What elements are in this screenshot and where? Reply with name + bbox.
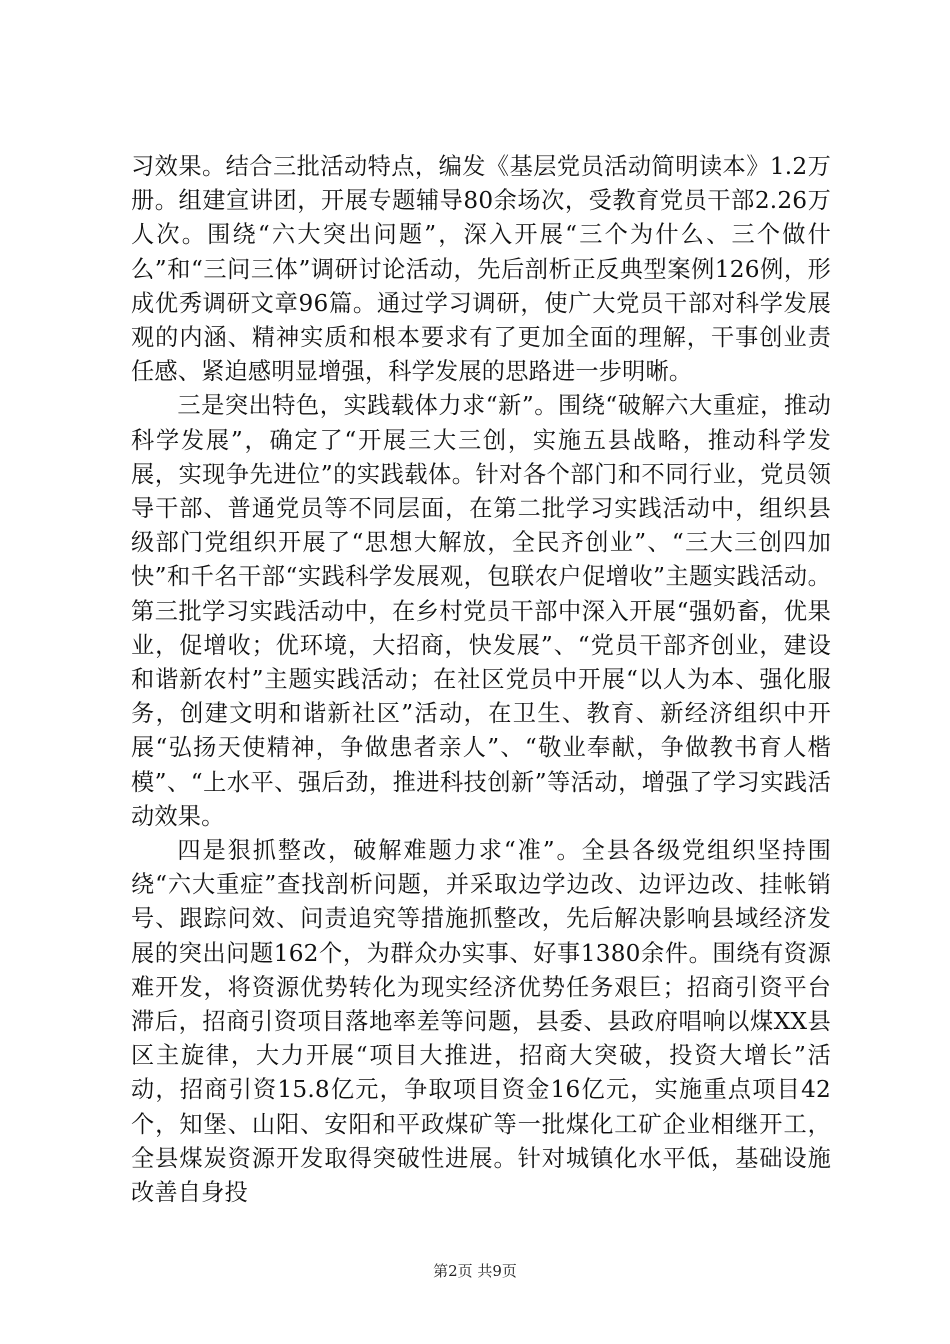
page-number-label: 第2页 共9页 <box>433 1262 517 1280</box>
paragraph-3: 四是狠抓整改，破解难题力求“准”。全县各级党组织坚持围绕“六大重症”查找剖析问题，并采取边学边改、边评边改、挂帐销号、跟踪问效、问责追究等措施抓整改，先后解决影响县域经济发展的突出问题162个，为群众办实事、好事1380余件。围绕有资源难开发，将资源优势转化为现实经济优势任务艰巨；招商引资平台滞后，招商引资项目落地率差等问题，县委、县政府唱响以煤XX县区主旋律，大力开展“项目大推进，招商大突破，投资大增长”活动，招商引资15.8亿元，争取项目资金16亿元，实施重点项目42个，知堡、山阳、安阳和平政煤矿等一批煤化工矿企业相继开工，全县煤炭资源开发取得突破性进展。针对城镇化水平低，基础设施改善自身投 <box>131 837 831 1207</box>
page-footer <box>0 1261 950 1281</box>
paragraph-1: 习效果。结合三批活动特点，编发《基层党员活动简明读本》1.2万册。组建宣讲团，开展专题辅导80余场次，受教育党员干部2.26万人次。围绕“六大突出问题”，深入开展“三个为什么、三个做什么”和“三问三体”调研讨论活动，先后剖析正反典型案例126例，形成优秀调研文章96篇。通过学习调研，使广大党员干部对科学发展观的内涵、精神实质和根本要求有了更加全面的理解，干事创业责任感、紧迫感明显增强，科学发展的思路进一步明晰。 <box>131 153 831 386</box>
document-body <box>131 150 831 1210</box>
paragraph-2: 三是突出特色，实践载体力求“新”。围绕“破解六大重症，推动科学发展”，确定了“开展三大三创，实施五县战略，推动科学发展，实现争先进位”的实践载体。针对各个部门和不同行业，党员领导干部、普通党员等不同层面，在第二批学习实践活动中，组织县级部门党组织开展了“思想大解放，全民齐创业”、“三大三创四加快”和千名干部“实践科学发展观，包联农户促增收”主题实践活动。第三批学习实践活动中，在乡村党员干部中深入开展“强奶畜，优果业，促增收；优环境，大招商，快发展”、“党员干部齐创业，建设和谐新农村”主题实践活动；在社区党员中开展“以人为本、强化服务，创建文明和谐新社区”活动，在卫生、教育、新经济组织中开展“弘扬天使精神，争做患者亲人”、“敬业奉献，争做教书育人楷模”、“上水平、强后劲，推进科技创新”等活动，增强了学习实践活动效果。 <box>131 392 831 830</box>
